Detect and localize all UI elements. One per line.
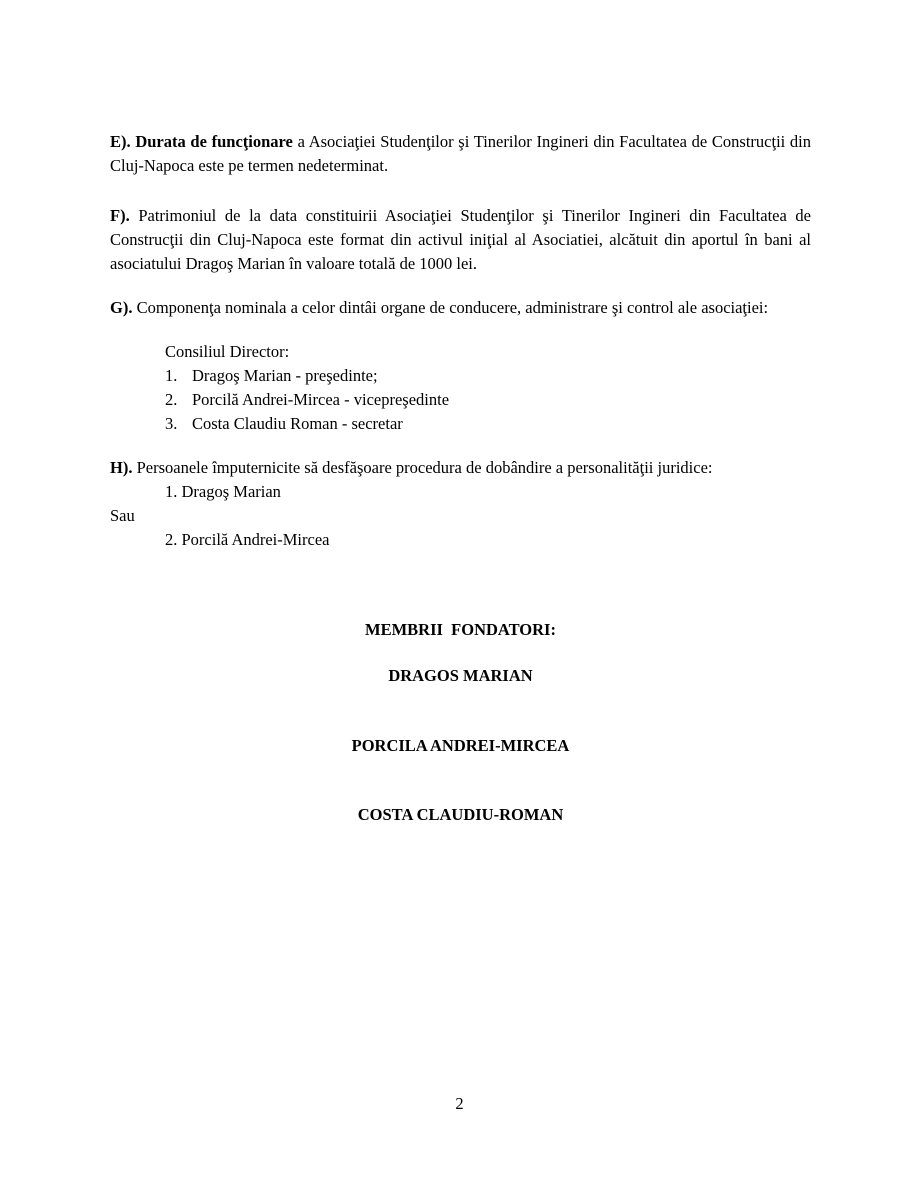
council-member-number: 3. — [165, 414, 178, 433]
founder-name: PORCILA ANDREI-MIRCEA — [351, 736, 570, 755]
paragraph-e — [110, 130, 811, 178]
section-e-lead: E). Durata de funcţionare — [110, 132, 293, 151]
council-member-text: Dragoş Marian - preşedinte; — [192, 366, 378, 385]
council-member-row — [165, 412, 811, 436]
paragraph-h — [110, 456, 811, 480]
council-member-number: 2. — [165, 390, 178, 409]
section-f-label: F). — [110, 206, 130, 225]
paragraph-f — [110, 204, 811, 276]
founders-heading: MEMBRII FONDATORI: — [365, 620, 556, 639]
empowered-person-two: 2. Porcilă Andrei-Mircea — [165, 530, 330, 549]
empowered-person-one: 1. Dragoş Marian — [165, 482, 281, 501]
council-title: Consiliul Director: — [165, 342, 290, 361]
council-member-text: Porcilă Andrei-Mircea - vicepreşedinte — [192, 390, 450, 409]
section-h-body: Persoanele împuternicite să desfăşoare procedura de dobândire a personalităţii juridice: — [136, 458, 713, 477]
section-g-label: G). — [110, 298, 133, 317]
founder-name: COSTA CLAUDIU-ROMAN — [357, 805, 564, 824]
section-h-label: H). — [110, 458, 133, 477]
section-h-block — [110, 456, 811, 552]
council-member-row — [165, 388, 811, 412]
council-member-text: Costa Claudiu Roman - secretar — [192, 414, 403, 433]
council-member-number: 1. — [165, 366, 178, 385]
founder-name: DRAGOS MARIAN — [388, 666, 533, 685]
empowered-separator: Sau — [110, 506, 135, 525]
page-number: 2 — [455, 1094, 464, 1113]
section-f-body: Patrimoniul de la data constituirii Asociaţiei Studenţilor şi Tinerilor Ingineri din Facultatea de Construcţii din Cluj-Napoca este format din activul iniţial al Asociatiei, alcătuit din aportul în bani al asociatului Dragoş Marian în valoare totală de 1000 lei. — [110, 206, 812, 273]
section-e-body: a Asociaţiei Studenţilor şi Tinerilor Ingineri din Facultatea de Construcţii din Cluj-Napoca este pe termen nedeterminat. — [110, 132, 812, 175]
council-member-row — [165, 364, 811, 388]
council-block — [165, 340, 811, 436]
section-g-body: Componenţa nominala a celor dintâi organe de conducere, administrare şi control ale asociaţiei: — [136, 298, 769, 317]
paragraph-g — [110, 296, 811, 320]
